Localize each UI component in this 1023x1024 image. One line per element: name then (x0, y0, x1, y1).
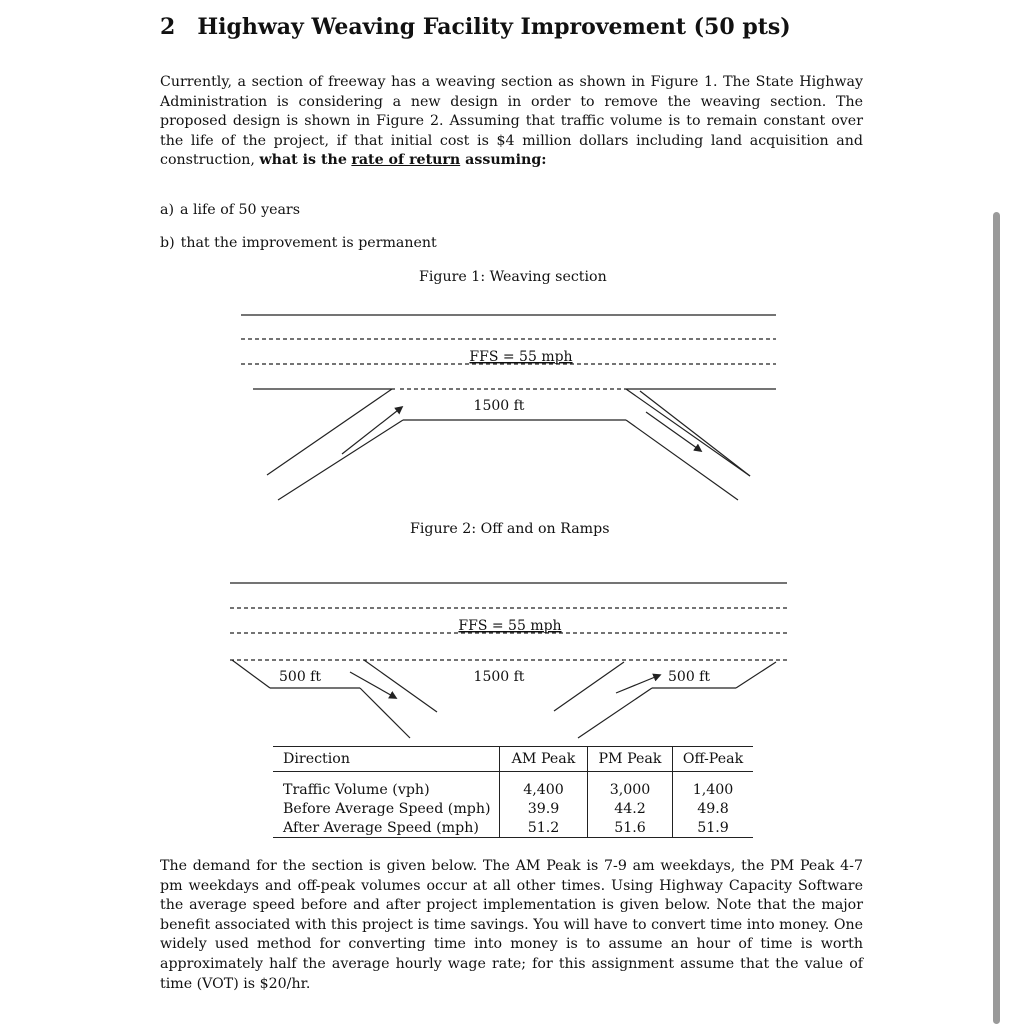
cell-pm: 51.6 (588, 818, 673, 838)
cell-pm: 3,000 (588, 772, 673, 800)
list-item-text: that the improvement is permanent (180, 235, 437, 251)
fig1-on-ramp-edge (278, 420, 403, 500)
fig1-length-label: 1500 ft (473, 398, 525, 414)
intro-bold-assuming: assuming: (460, 152, 547, 169)
fig1-off-ramp-edge (640, 391, 750, 476)
cell-off: 51.9 (673, 818, 754, 838)
list-item-label: b) (160, 235, 175, 251)
cell-off: 1,400 (673, 772, 754, 800)
cell-am: 51.2 (500, 818, 588, 838)
fig2-right-taper (736, 662, 776, 688)
fig1-off-ramp-edge (626, 389, 750, 476)
figure-1-caption: Figure 1: Weaving section (419, 269, 607, 285)
section-title: Highway Weaving Facility Improvement (50 pts) (197, 14, 791, 40)
row-label: After Average Speed (mph) (273, 818, 500, 838)
cell-am: 39.9 (500, 799, 588, 818)
fig2-on-ramp-edge (554, 662, 624, 711)
figure-2-diagram (230, 583, 787, 738)
fig1-on-ramp-edge (267, 389, 392, 475)
intro-text: Currently, a section of freeway has a weaving section as shown in Figure 1. The State Highway Administration is considering a new design in order to remove the weaving section. The proposed design is shown in Figure 2. Assuming that traffic volume is to remain constant over the life of the project, if that initial cost is $4 million dollars including land acquisition and construction, (160, 74, 863, 169)
table-header-row (273, 747, 753, 772)
table-row (273, 799, 753, 818)
figure-2-caption: Figure 2: Off and on Ramps (410, 521, 610, 537)
table-header-off-peak: Off-Peak (673, 747, 754, 772)
fig2-left-length-label: 500 ft (279, 669, 321, 685)
fig2-off-ramp-arrow-icon (350, 672, 396, 698)
table-row (273, 772, 753, 800)
fig2-left-taper (232, 660, 270, 688)
fig2-right-length-label: 500 ft (668, 669, 710, 685)
row-label: Before Average Speed (mph) (283, 800, 491, 817)
fig2-on-ramp-edge (578, 688, 652, 738)
fig1-off-ramp-edge (626, 420, 738, 500)
list-item-label: a) (160, 202, 174, 218)
table-header-direction: Direction (273, 747, 500, 772)
rate-of-return-emphasis: rate of return (351, 152, 461, 169)
fig2-ffs-label: FFS = 55 mph (458, 618, 562, 634)
table-header-pm-peak: PM Peak (588, 747, 673, 772)
table-row (273, 818, 753, 838)
scrollbar-track[interactable] (985, 0, 1023, 1024)
fig2-center-length-label: 1500 ft (473, 669, 525, 685)
fig1-on-ramp-arrow-icon (342, 407, 402, 454)
closing-paragraph: The demand for the section is given below. The AM Peak is 7-9 am weekdays, the PM Peak 4-7 pm weekdays and off-peak volumes occur at all other times. Using Highway Capacity Software the average speed before and after project implementation is given below. Note that the major benefit associated with this project is time savings. You will have to convert time into money. One widely used method for converting time into money is to assume an hour of time is worth approximately half the average hourly wage rate; for this assignment assume that the value of time (VOT) is $20/hr. (160, 858, 863, 992)
fig2-off-ramp-edge (360, 688, 410, 738)
section-number: 2 (160, 14, 176, 40)
traffic-speed-table (273, 746, 753, 838)
cell-pm: 44.2 (588, 799, 673, 818)
scrollbar-thumb[interactable] (993, 212, 1000, 1024)
intro-bold-question: what is the (259, 152, 347, 169)
fig1-ffs-label: FFS = 55 mph (469, 349, 573, 365)
table-header-am-peak: AM Peak (500, 747, 588, 772)
row-label: Traffic Volume (vph) (283, 781, 430, 798)
fig2-on-ramp-arrow-icon (616, 675, 660, 693)
cell-off: 49.8 (673, 799, 754, 818)
list-item-text: a life of 50 years (180, 202, 300, 218)
cell-am: 4,400 (500, 772, 588, 800)
